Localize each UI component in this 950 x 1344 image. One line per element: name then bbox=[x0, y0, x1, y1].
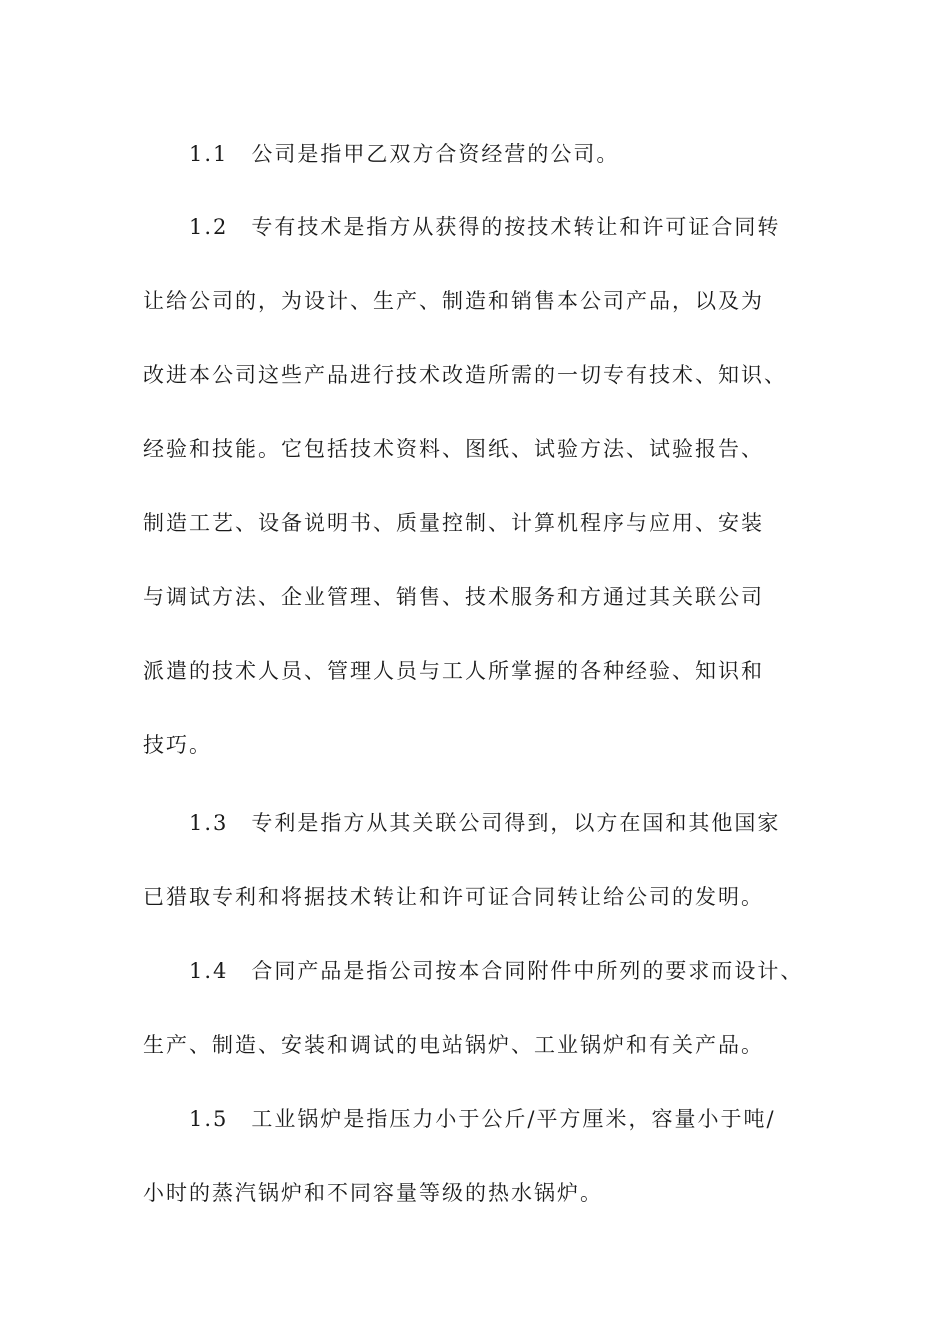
clause-1-2-cont-3: 经验和技能。它包括技术资料、图纸、试验方法、试验报告、 bbox=[143, 437, 764, 461]
clause-1-4: 1.4 合同产品是指公司按本合同附件中所列的要求而设计、 bbox=[189, 959, 804, 983]
clause-1-2-cont-7: 技巧。 bbox=[143, 733, 212, 757]
clause-1-2-cont-5: 与调试方法、企业管理、销售、技术服务和方通过其关联公司 bbox=[143, 585, 764, 609]
clause-1-4-cont-1: 生产、制造、安装和调试的电站锅炉、工业锅炉和有关产品。 bbox=[143, 1033, 764, 1057]
clause-1-3: 1.3 专利是指方从其关联公司得到，以方在国和其他国家 bbox=[189, 811, 781, 835]
clause-1-5: 1.5 工业锅炉是指压力小于公斤/平方厘米，容量小于吨/ bbox=[189, 1107, 776, 1131]
clause-1-5-cont-1: 小时的蒸汽锅炉和不同容量等级的热水锅炉。 bbox=[143, 1181, 603, 1205]
clause-1-2: 1.2 专有技术是指方从获得的按技术转让和许可证合同转 bbox=[189, 215, 781, 239]
clause-1-2-cont-2: 改进本公司这些产品进行技术改造所需的一切专有技术、知识、 bbox=[143, 363, 787, 387]
clause-1-3-cont-1: 已猎取专利和将据技术转让和许可证合同转让给公司的发明。 bbox=[143, 885, 764, 909]
clause-1-2-cont-6: 派遣的技术人员、管理人员与工人所掌握的各种经验、知识和 bbox=[143, 659, 764, 683]
clause-1-1: 1.1 公司是指甲乙双方合资经营的公司。 bbox=[189, 142, 620, 166]
clause-1-2-cont-1: 让给公司的，为设计、生产、制造和销售本公司产品，以及为 bbox=[143, 289, 764, 313]
clause-1-2-cont-4: 制造工艺、设备说明书、质量控制、计算机程序与应用、安装 bbox=[143, 511, 764, 535]
